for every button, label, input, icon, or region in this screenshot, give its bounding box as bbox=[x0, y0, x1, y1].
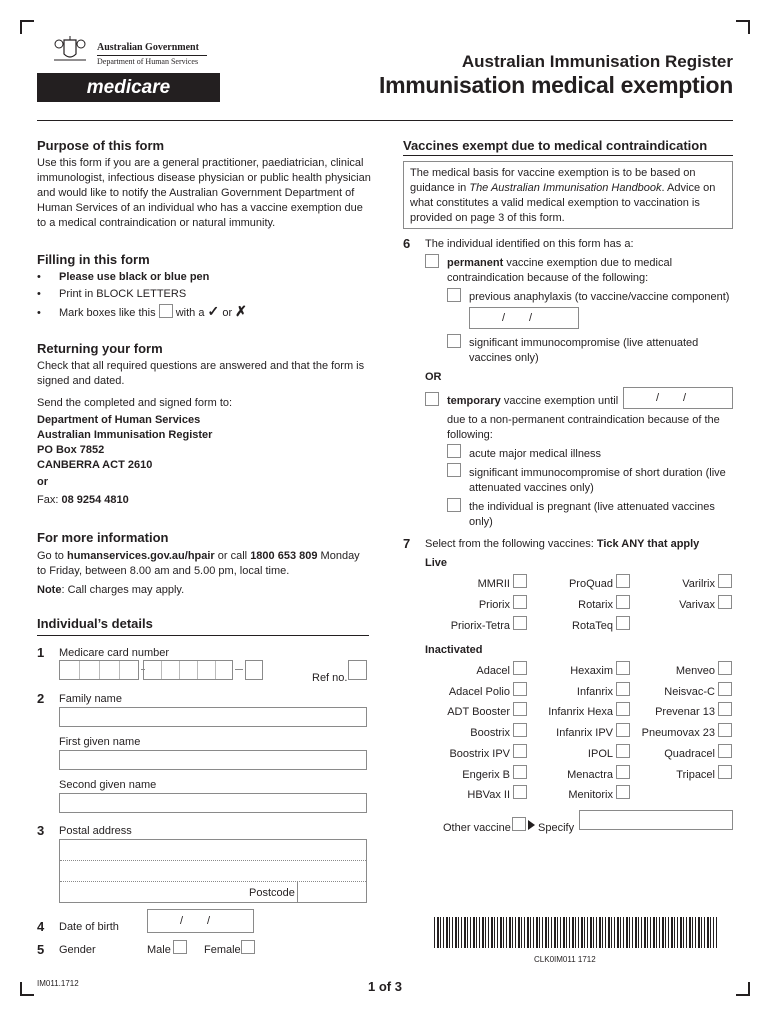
example-checkbox bbox=[159, 304, 173, 318]
vaccine-option bbox=[664, 747, 732, 761]
vaccine-label: Adacel bbox=[476, 664, 510, 677]
q6-number: 6 bbox=[403, 236, 411, 251]
note-b: . Advice on what constitutes a valid medical exemption to vaccination is provided on page 3 of this form. bbox=[410, 182, 716, 224]
page-number: 1 of 3 bbox=[368, 979, 402, 994]
vaccine-label: Infanrix IPV bbox=[556, 727, 613, 739]
address-line: Department of Human Services bbox=[37, 414, 201, 426]
vaccine-checkbox[interactable] bbox=[513, 574, 527, 588]
vaccine-option bbox=[479, 598, 527, 612]
date-slash: / bbox=[502, 312, 506, 324]
address-line: PO Box 7852 bbox=[37, 444, 105, 456]
vaccine-checkbox[interactable] bbox=[616, 744, 630, 758]
permanent-desc2: contraindication because of the following: bbox=[447, 272, 649, 284]
form-title: Immunisation medical exemption bbox=[379, 72, 733, 98]
vaccine-label: RotaTeq bbox=[572, 619, 613, 632]
arrow-right-icon bbox=[528, 820, 535, 830]
date-slash: / bbox=[683, 392, 687, 404]
form-subtitle: Australian Immunisation Register bbox=[461, 52, 733, 71]
permanent-text bbox=[447, 256, 672, 286]
handbook-title: The Australian Immunisation Handbook bbox=[469, 182, 662, 194]
date-slash: / bbox=[529, 312, 533, 324]
fax-line bbox=[37, 493, 129, 508]
specify-label: Specify bbox=[538, 822, 575, 834]
info-t1: Go to bbox=[37, 550, 64, 562]
cross-icon: ✗ bbox=[235, 303, 247, 319]
fax-number: 08 9254 4810 bbox=[61, 494, 129, 506]
short-checkbox[interactable] bbox=[447, 463, 461, 477]
vaccine-checkbox[interactable] bbox=[513, 616, 527, 630]
vaccines-heading: Vaccines exempt due to medical contraindication bbox=[403, 138, 708, 153]
vaccine-checkbox[interactable] bbox=[718, 723, 732, 737]
address bbox=[37, 413, 212, 490]
anaphylaxis-checkbox[interactable] bbox=[447, 288, 461, 302]
short-text2: attenuated vaccines only) bbox=[469, 482, 594, 494]
vaccine-checkbox[interactable] bbox=[513, 765, 527, 779]
postcode-input[interactable] bbox=[297, 882, 367, 903]
male-checkbox[interactable] bbox=[173, 940, 187, 954]
vaccine-checkbox[interactable] bbox=[718, 765, 732, 779]
vaccine-option bbox=[467, 788, 527, 802]
specify-input[interactable] bbox=[579, 810, 733, 830]
q7-text bbox=[425, 537, 699, 552]
vaccine-option bbox=[679, 598, 732, 612]
vaccine-option bbox=[642, 726, 732, 740]
vaccine-label: Varilrix bbox=[682, 577, 715, 590]
acute-label: acute major medical illness bbox=[469, 448, 602, 460]
vaccine-option bbox=[588, 747, 630, 761]
vaccine-checkbox[interactable] bbox=[513, 661, 527, 675]
vaccine-label: ProQuad bbox=[568, 577, 613, 590]
due-line: due to a non-permanent contraindication because of the bbox=[447, 414, 720, 426]
vaccine-checkbox[interactable] bbox=[616, 661, 630, 675]
vaccine-checkbox[interactable] bbox=[718, 595, 732, 609]
with-a-text: with a bbox=[175, 307, 205, 319]
vaccine-option bbox=[676, 664, 732, 678]
vaccine-checkbox[interactable] bbox=[616, 682, 630, 696]
permanent-label: permanent bbox=[447, 257, 504, 269]
postal-divider bbox=[60, 860, 366, 861]
barcode-text: CLK0IM011 1712 bbox=[534, 955, 596, 964]
vaccine-label: Menveo bbox=[675, 664, 715, 677]
dash bbox=[235, 669, 243, 670]
q2-number: 2 bbox=[37, 691, 45, 706]
crop-mark bbox=[20, 982, 34, 996]
date-slash: / bbox=[656, 392, 660, 404]
q3-number: 3 bbox=[37, 823, 45, 838]
postcode-label: Postcode bbox=[249, 887, 295, 899]
first-name-input[interactable] bbox=[59, 750, 367, 770]
temporary-desc: vaccine exemption until bbox=[503, 395, 619, 407]
medicare-issue-input[interactable] bbox=[245, 660, 263, 680]
note-text: : Call charges may apply. bbox=[61, 584, 185, 596]
permanent-desc: vaccine exemption due to medical bbox=[506, 257, 673, 269]
male-label: Male bbox=[147, 944, 171, 956]
vaccine-checkbox[interactable] bbox=[616, 723, 630, 737]
vaccine-checkbox[interactable] bbox=[616, 574, 630, 588]
form-code: IM011.1712 bbox=[37, 979, 79, 988]
q7-desc: Select from the following vaccines: bbox=[425, 538, 594, 550]
individual-rule bbox=[37, 635, 369, 636]
vaccines-rule bbox=[403, 155, 733, 156]
first-label: First given name bbox=[59, 736, 141, 748]
vaccine-option bbox=[676, 768, 732, 782]
info-phone: 1800 653 809 bbox=[250, 550, 318, 562]
ref-label: Ref no. bbox=[312, 672, 348, 684]
gov-name: Australian Government bbox=[97, 42, 199, 53]
medicare-label: Medicare card number bbox=[59, 647, 170, 659]
vaccine-label: Rotarix bbox=[578, 598, 613, 611]
address-line: CANBERRA ACT 2610 bbox=[37, 459, 153, 471]
q1-number: 1 bbox=[37, 645, 45, 660]
filling-bullets bbox=[37, 270, 367, 321]
vaccine-label: Infanrix Hexa bbox=[548, 706, 613, 719]
vaccine-option bbox=[682, 577, 732, 591]
vaccine-checkbox[interactable] bbox=[718, 574, 732, 588]
vaccine-checkbox[interactable] bbox=[513, 785, 527, 799]
vaccine-option bbox=[451, 619, 527, 633]
medicare-logo: medicare bbox=[37, 73, 220, 102]
vaccine-label: MMRII bbox=[477, 577, 510, 590]
note-label: Note bbox=[37, 584, 62, 596]
vaccine-label: Priorix bbox=[478, 598, 510, 611]
q7-number: 7 bbox=[403, 536, 411, 551]
vaccine-checkbox[interactable] bbox=[718, 661, 732, 675]
or-text: or bbox=[222, 307, 233, 319]
fax-label: Fax: bbox=[37, 494, 59, 506]
crop-mark bbox=[20, 20, 34, 34]
header-rule bbox=[37, 120, 733, 121]
anaphylaxis-label: previous anaphylaxis (to vaccine/vaccine component) bbox=[469, 291, 730, 303]
vaccine-checkbox[interactable] bbox=[513, 595, 527, 609]
vaccine-option bbox=[449, 747, 527, 761]
temporary-date-input[interactable] bbox=[623, 387, 733, 409]
returning-text: Check that all required questions are answered and that the form is signed and dated. bbox=[37, 360, 365, 387]
pregnant-checkbox[interactable] bbox=[447, 498, 461, 512]
vaccine-option bbox=[577, 685, 630, 699]
vaccine-checkbox[interactable] bbox=[513, 682, 527, 696]
vaccine-option bbox=[556, 726, 630, 740]
dob-label: Date of birth bbox=[59, 921, 119, 933]
other-vaccine-label: Other vaccine bbox=[443, 822, 511, 834]
live-label: Live bbox=[425, 557, 448, 569]
info-heading: For more information bbox=[37, 530, 169, 545]
address-line: Australian Immunisation Register bbox=[37, 429, 213, 441]
short-text: significant immunocompromise of short duration (live bbox=[469, 467, 726, 479]
vaccine-label: Tripacel bbox=[676, 768, 715, 781]
mark-instruction: Mark boxes like this bbox=[59, 307, 156, 319]
barcode bbox=[434, 917, 717, 948]
vaccine-option bbox=[664, 685, 732, 699]
ref-input[interactable] bbox=[348, 660, 367, 680]
vaccine-label: Engerix B bbox=[462, 768, 510, 781]
info-t3: Monday bbox=[320, 550, 360, 562]
preg-text: the individual is pregnant (live attenuated vaccines bbox=[469, 501, 715, 513]
vaccine-label: Boostrix IPV bbox=[449, 747, 510, 760]
temporary-label: temporary bbox=[447, 395, 501, 407]
returning-heading: Returning your form bbox=[37, 341, 163, 356]
vaccine-checkbox[interactable] bbox=[616, 765, 630, 779]
vaccine-checkbox[interactable] bbox=[616, 595, 630, 609]
vaccine-label: Neisvac-C bbox=[664, 685, 715, 698]
coat-of-arms-icon bbox=[50, 34, 90, 66]
individual-heading: Individual’s details bbox=[37, 616, 153, 631]
vaccine-label: Pneumovax 23 bbox=[641, 727, 715, 739]
acute-checkbox[interactable] bbox=[447, 444, 461, 458]
crop-mark bbox=[736, 20, 750, 34]
filling-heading: Filling in this form bbox=[37, 252, 150, 267]
family-name-input[interactable] bbox=[59, 707, 367, 727]
second-label: Second given name bbox=[59, 779, 157, 791]
vaccine-label: Hexaxim bbox=[570, 664, 613, 677]
short-label bbox=[469, 466, 726, 496]
vaccine-checkbox[interactable] bbox=[513, 723, 527, 737]
info-t2: or call bbox=[217, 550, 248, 562]
vaccine-label: Boostrix bbox=[470, 727, 510, 739]
bullet: • bbox=[37, 288, 41, 300]
anaphylaxis-date-input[interactable] bbox=[469, 307, 579, 329]
vaccine-checkbox[interactable] bbox=[616, 785, 630, 799]
info-t4: to Friday, between 8.00 am and 5.00 pm, local time. bbox=[37, 565, 290, 577]
vaccine-option bbox=[447, 705, 527, 719]
immunocompromise-label bbox=[469, 336, 698, 366]
vaccine-checkbox[interactable] bbox=[616, 702, 630, 716]
q6-text: The individual identified on this form has a: bbox=[425, 238, 634, 250]
dob-slash: / bbox=[180, 915, 184, 927]
q5-number: 5 bbox=[37, 942, 45, 957]
vaccine-option bbox=[449, 685, 527, 699]
postal-label: Postal address bbox=[59, 825, 132, 837]
crop-mark bbox=[736, 982, 750, 996]
vaccine-checkbox[interactable] bbox=[718, 744, 732, 758]
letters-instruction: Print in BLOCK LETTERS bbox=[59, 288, 187, 300]
info-text bbox=[37, 549, 372, 579]
vaccine-option bbox=[569, 577, 630, 591]
vaccine-checkbox[interactable] bbox=[513, 744, 527, 758]
vaccine-option bbox=[655, 705, 732, 719]
dob-slash: / bbox=[207, 915, 211, 927]
female-label: Female bbox=[204, 944, 241, 956]
due-text bbox=[447, 413, 720, 443]
temporary-checkbox[interactable] bbox=[425, 392, 439, 406]
bullet: • bbox=[37, 307, 41, 319]
q7-bold: Tick ANY that apply bbox=[596, 538, 700, 550]
other-vaccine-checkbox[interactable] bbox=[512, 817, 526, 831]
vaccine-label: Menitorix bbox=[568, 789, 613, 802]
tick-icon: ✓ bbox=[207, 303, 220, 319]
due-line2: following: bbox=[447, 429, 493, 441]
vaccine-option bbox=[476, 664, 527, 678]
vaccine-label: Varivax bbox=[679, 598, 715, 611]
note-line bbox=[37, 583, 184, 598]
inactivated-label: Inactivated bbox=[425, 644, 483, 656]
vaccine-checkbox[interactable] bbox=[513, 702, 527, 716]
vaccine-option bbox=[578, 598, 630, 612]
vaccine-option bbox=[470, 726, 527, 740]
immuno-text: significant immunocompromise (live attenuated bbox=[469, 337, 699, 349]
permanent-checkbox[interactable] bbox=[425, 254, 439, 268]
dept-divider bbox=[97, 55, 207, 56]
gender-label: Gender bbox=[59, 944, 96, 956]
vaccine-checkbox[interactable] bbox=[718, 682, 732, 696]
temporary-text bbox=[447, 394, 618, 409]
vaccine-label: Quadracel bbox=[664, 747, 715, 760]
family-label: Family name bbox=[59, 693, 122, 705]
vaccine-option bbox=[548, 705, 630, 719]
vaccine-label: Priorix-Tetra bbox=[450, 619, 510, 632]
preg-text2: only) bbox=[469, 516, 493, 528]
vaccine-option bbox=[570, 664, 630, 678]
q4-number: 4 bbox=[37, 919, 45, 934]
dob-input[interactable] bbox=[147, 909, 254, 933]
vaccine-label: Prevenar 13 bbox=[655, 706, 715, 719]
vaccine-option bbox=[478, 577, 527, 591]
immuno-text2: vaccines only) bbox=[469, 352, 539, 364]
vaccine-option bbox=[567, 768, 630, 782]
vaccine-label: IPOL bbox=[587, 747, 613, 760]
vaccine-label: Menactra bbox=[567, 768, 613, 781]
purpose-heading: Purpose of this form bbox=[37, 138, 165, 153]
or-text: or bbox=[37, 476, 48, 488]
bullet: • bbox=[37, 271, 41, 283]
dept-name: Department of Human Services bbox=[97, 57, 199, 66]
send-text: Send the completed and signed form to: bbox=[37, 397, 233, 409]
vaccine-label: HBVax II bbox=[467, 789, 510, 802]
medicare-card-input[interactable] bbox=[59, 660, 139, 680]
vaccine-option bbox=[462, 768, 527, 782]
vaccine-label: ADT Booster bbox=[447, 706, 510, 719]
female-checkbox[interactable] bbox=[241, 940, 255, 954]
vaccine-option bbox=[572, 619, 630, 633]
immunocompromise-checkbox[interactable] bbox=[447, 334, 461, 348]
note-a: The medical basis for vaccine exemption is to be based on guidance in bbox=[410, 167, 696, 194]
pen-instruction: Please use black or blue pen bbox=[59, 271, 210, 283]
second-name-input[interactable] bbox=[59, 793, 367, 813]
vaccine-option bbox=[568, 788, 630, 802]
vaccine-checkbox[interactable] bbox=[616, 616, 630, 630]
vaccine-label: Adacel Polio bbox=[448, 685, 510, 698]
vaccine-checkbox[interactable] bbox=[718, 702, 732, 716]
pregnant-label bbox=[469, 500, 715, 530]
or-label: OR bbox=[425, 371, 442, 383]
info-link[interactable]: humanservices.gov.au/hpair bbox=[66, 550, 215, 562]
medicare-card-input[interactable] bbox=[143, 660, 233, 680]
vaccine-label: Infanrix bbox=[576, 685, 613, 698]
guidance-note bbox=[403, 161, 733, 229]
purpose-text: Use this form if you are a general practitioner, paediatrician, clinical immunologist, infectious disease physician or public health physician and would like to notify the Australian Government Department of Human Services of an individual who has a vaccine exemption due to a medical contraindication or natural immunity. bbox=[37, 157, 371, 229]
